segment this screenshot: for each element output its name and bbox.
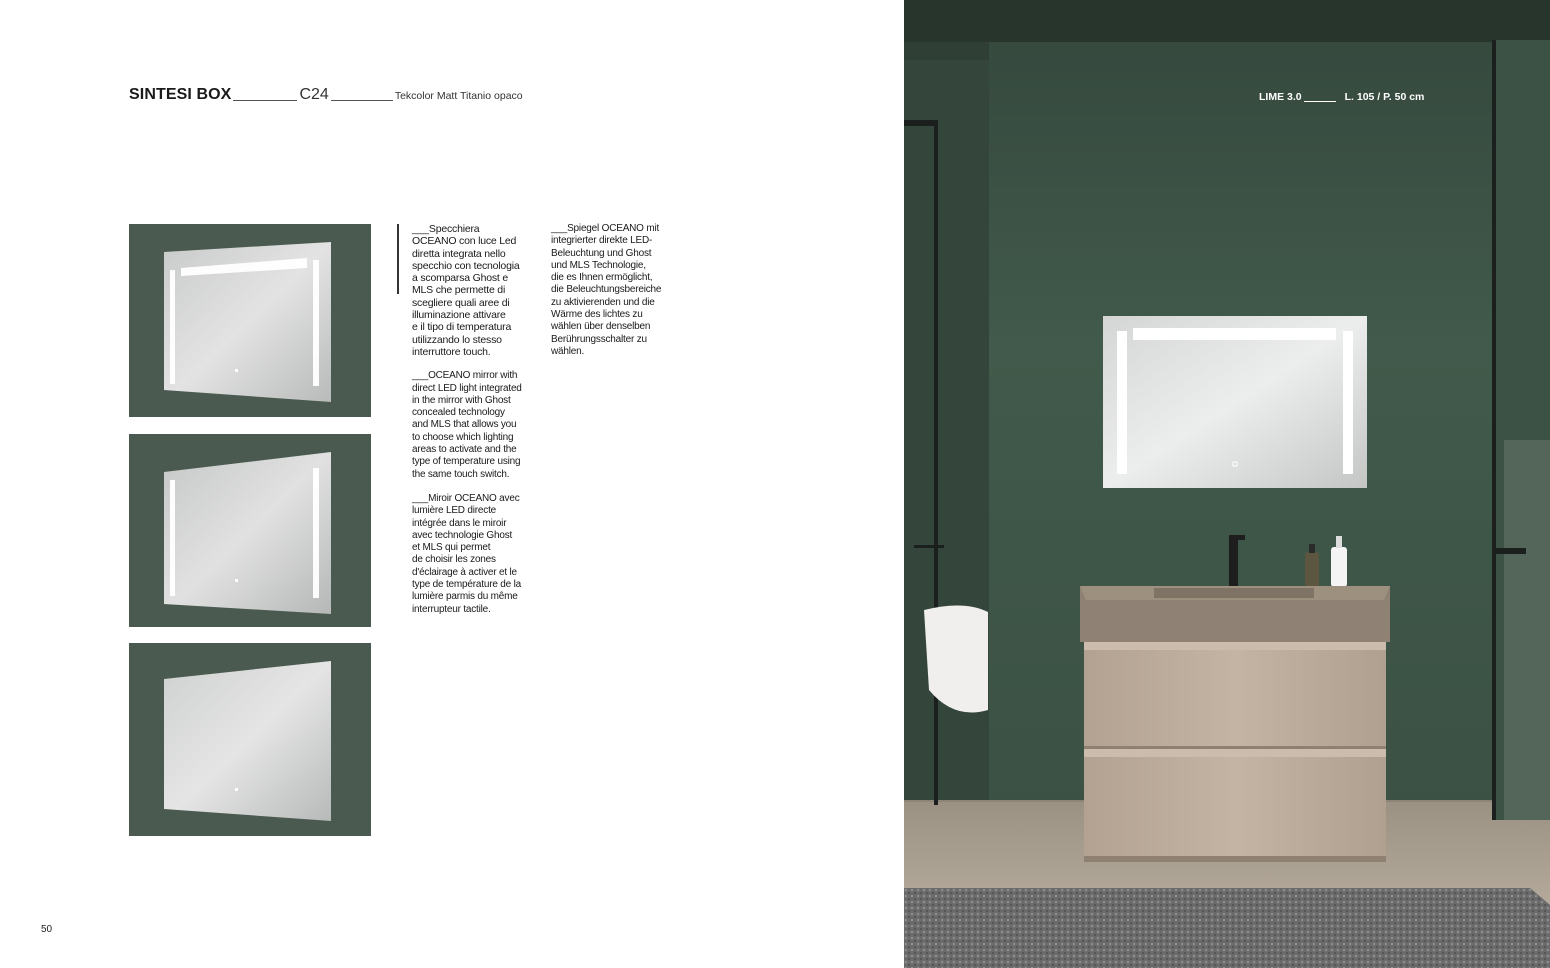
caption-model: LIME 3.0 — [1259, 91, 1302, 103]
description-german: ___Spiegel OCEANO mit integrierter direkte LED- Beleuchtung und Ghost und MLS Technologie, die es Ihnen ermöglicht, die Beleuchtungsbereiche zu aktivierenden und die Wärme des lichtes zu wählen über denselben Berührungsschalter zu wählen. — [551, 223, 662, 357]
description-english: ___OCEANO mirror with direct LED light integrated in the mirror with Ghost concealed technology and MLS that allows you to choose which lighting areas to activate and the type of temperature using the same touch switch. — [412, 370, 522, 480]
bathroom-photo — [904, 0, 1550, 968]
text-accent-line — [397, 224, 399, 294]
bathroom-scene-illustration — [904, 0, 1550, 968]
mirror-thumbnail-side-strips — [129, 434, 371, 627]
caption-rule — [1304, 101, 1336, 102]
product-code: C24 — [299, 86, 329, 103]
photo-caption — [1259, 91, 1424, 103]
left-light-strip — [170, 480, 175, 596]
description-column-1 — [412, 223, 540, 628]
description-italian: ___Specchiera OCEANO con luce Led diretta integrata nello specchio con tecnologia a scomparsa Ghost e MLS che permette di scegliere quali aree di illuminazione attivare e il tipo di temperatura utilizzando lo stesso interruttore touch. — [412, 223, 520, 358]
caption-size: L. 105 / P. 50 cm — [1344, 91, 1425, 103]
product-finish: Tekcolor Matt Titanio opaco — [394, 90, 523, 102]
touch-switch-icon — [235, 369, 238, 372]
description-french: ___Miroir OCEANO avec lumière LED directe intégrée dans le miroir avec technologie Ghost et MLS qui permet de choisir les zones d'éclairage à activer et le type de température de la lumière parmis du même interrupteur tactile. — [412, 492, 521, 615]
touch-switch-icon — [235, 579, 238, 582]
mirror-surface — [164, 452, 331, 614]
right-light-strip — [313, 260, 319, 386]
header-rule — [331, 100, 393, 101]
mirror-thumbnail-plain — [129, 643, 371, 836]
right-light-strip — [313, 468, 319, 598]
mirror-surface — [164, 661, 331, 821]
description-column-2 — [551, 223, 676, 370]
touch-switch-icon — [235, 788, 238, 791]
page-number: 50 — [41, 924, 53, 935]
header-rule — [233, 100, 297, 101]
product-model-name: SINTESI BOX — [129, 86, 232, 103]
left-light-strip — [170, 270, 175, 384]
mirror-thumbnail-three-strips — [129, 224, 371, 417]
product-header — [129, 86, 523, 104]
